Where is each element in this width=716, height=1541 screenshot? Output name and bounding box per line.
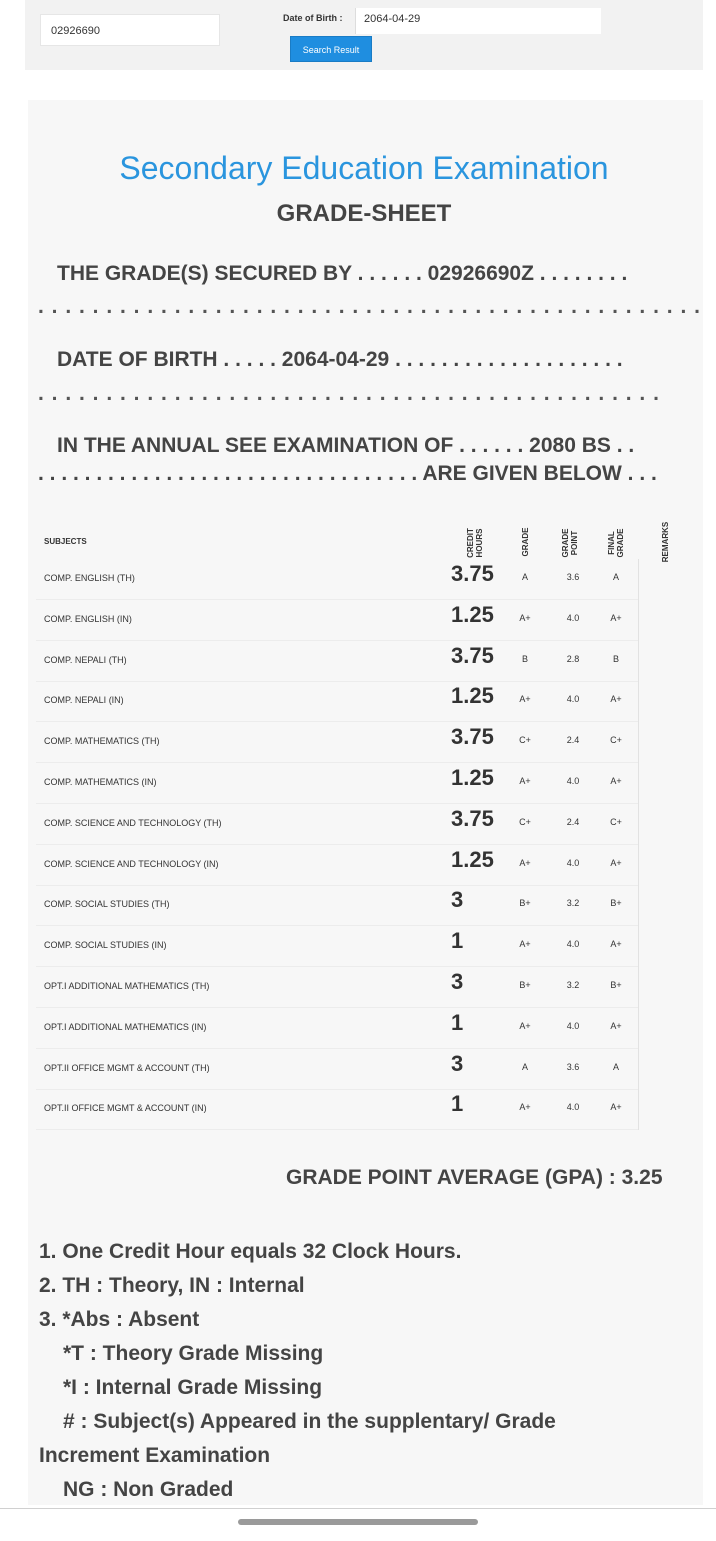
credit-hours-cell: 3.75 <box>451 724 494 750</box>
grade-point-cell: 2.8 <box>566 653 580 664</box>
credit-hours-cell: 1 <box>451 928 464 954</box>
grade-point-cell: 4.0 <box>566 612 580 623</box>
subject-cell: COMP. SOCIAL STUDIES (IN) <box>44 940 167 951</box>
subject-cell: COMP. SCIENCE AND TECHNOLOGY (TH) <box>44 817 222 828</box>
subjects-header: SUBJECTS <box>44 537 87 546</box>
credit-hours-cell: 3 <box>451 887 464 913</box>
symbol-number-value: 02926690Z <box>427 262 534 285</box>
grade-cell: A+ <box>519 1102 531 1113</box>
given-below-line <box>38 462 657 486</box>
table-row <box>36 1049 638 1090</box>
column-divider <box>638 967 639 1008</box>
credit-hours-cell: 1.25 <box>451 846 494 872</box>
final-grade-cell: B <box>612 653 619 664</box>
final-grade-cell: A+ <box>610 1102 622 1113</box>
final-grade-cell: C+ <box>610 816 622 827</box>
credit-hours-cell: 3 <box>451 969 464 994</box>
divider <box>0 1508 716 1509</box>
note-theory-missing: *T : Theory Grade Missing <box>63 1342 324 1365</box>
final-grade-cell: A+ <box>610 1020 622 1031</box>
note-credit-hour: 1. One Credit Hour equals 32 Clock Hours. <box>39 1240 462 1263</box>
table-row <box>36 722 638 763</box>
subject-cell: OPT.I ADDITIONAL MATHEMATICS (IN) <box>44 1021 207 1032</box>
credit-hours-cell: 1.25 <box>451 765 494 790</box>
column-divider <box>638 804 639 845</box>
subject-cell: COMP. SCIENCE AND TECHNOLOGY (IN) <box>44 858 219 869</box>
column-divider <box>638 641 639 682</box>
final-grade-cell: A <box>612 572 619 582</box>
note-supplementary: # : Subject(s) Appeared in the supplentary/ Grade <box>63 1410 556 1433</box>
final-grade-cell: A+ <box>610 857 622 868</box>
exam-year-value: 2080 BS <box>529 434 611 457</box>
table-row <box>36 641 638 682</box>
grade-point-cell: 4.0 <box>566 939 580 950</box>
final-grade-cell: A+ <box>610 939 622 950</box>
credit-hours-cell: 3.75 <box>451 805 494 831</box>
remarks-header: REMARKS <box>661 521 670 563</box>
exam-prefix: IN THE ANNUAL SEE EXAMINATION OF . . . . . . <box>57 434 524 457</box>
grade-point-cell: 3.6 <box>566 1061 580 1072</box>
credit-hours-cell: 1.25 <box>451 601 494 627</box>
grade-point-cell: 2.4 <box>566 735 580 746</box>
grade-point-cell: 3.2 <box>566 898 580 909</box>
search-result-button[interactable]: Search Result <box>290 36 372 62</box>
subject-cell: OPT.II OFFICE MGMT & ACCOUNT (TH) <box>44 1062 210 1073</box>
grade-header: GRADE <box>521 527 530 557</box>
subject-cell: COMP. ENGLISH (IN) <box>44 613 132 624</box>
grade-cell: A <box>521 1061 528 1072</box>
grade-point-cell: 4.0 <box>566 694 580 705</box>
grade-point-cell: 3.2 <box>566 980 580 990</box>
grade-point-header: GRADE POINT <box>561 528 579 558</box>
credit-hours-cell: 3.75 <box>451 642 494 668</box>
column-divider <box>638 1008 639 1049</box>
table-row <box>36 1089 638 1130</box>
note-th-in: 2. TH : Theory, IN : Internal <box>39 1274 305 1297</box>
grade-point-cell: 4.0 <box>566 1102 580 1113</box>
final-grade-cell: A+ <box>610 612 622 623</box>
grade-point-cell: 2.4 <box>566 816 580 827</box>
table-row <box>36 681 638 722</box>
grade-cell: B <box>521 653 528 664</box>
final-grade-cell: A <box>612 1061 619 1072</box>
table-row <box>36 600 638 641</box>
table-row <box>36 926 638 967</box>
table-row <box>36 885 638 926</box>
grade-point-cell: 4.0 <box>566 776 580 786</box>
table-row <box>36 804 638 845</box>
final-grade-header: FINAL GRADE <box>607 528 625 558</box>
credit-hours-cell: 3.75 <box>451 561 494 586</box>
note-increment: Increment Examination <box>39 1444 271 1467</box>
final-grade-cell: A+ <box>610 776 622 786</box>
column-divider <box>638 926 639 967</box>
symbol-number-input[interactable]: 02926690 <box>40 14 220 46</box>
grade-cell: A <box>521 572 528 582</box>
final-grade-cell: B+ <box>610 980 622 990</box>
credit-hours-cell: 1.25 <box>451 683 494 709</box>
column-divider <box>638 1049 639 1090</box>
given-below-text: ARE GIVEN BELOW . . . <box>422 462 657 485</box>
given-below-dots: . . . . . . . . . . . . . . . . . . . . . . . . . . . . . . . . . <box>38 462 418 485</box>
final-grade-cell: B+ <box>610 898 622 909</box>
column-divider <box>638 763 639 804</box>
credit-hours-cell: 3 <box>451 1050 464 1076</box>
grade-point-cell: 4.0 <box>566 1020 580 1031</box>
secured-by-suffix: . . . . . . . . <box>539 262 628 285</box>
note-absent: 3. *Abs : Absent <box>39 1308 200 1331</box>
table-row <box>36 1008 638 1049</box>
column-divider <box>638 1089 639 1130</box>
grade-cell: A+ <box>519 776 531 786</box>
grade-point-cell: 4.0 <box>566 857 580 868</box>
table-row <box>36 763 638 804</box>
home-indicator-bar[interactable] <box>238 1519 478 1525</box>
grade-cell: C+ <box>519 735 531 746</box>
subject-cell: COMP. MATHEMATICS (IN) <box>44 777 157 787</box>
dob-label: Date of Birth : <box>283 13 343 23</box>
gpa-summary: GRADE POINT AVERAGE (GPA) : 3.25 <box>286 1166 663 1189</box>
grade-point-cell: 3.6 <box>566 572 580 582</box>
grade-cell: A+ <box>519 939 531 950</box>
row-divider <box>36 1129 638 1130</box>
grade-cell: A+ <box>519 1020 531 1031</box>
subject-cell: COMP. NEPALI (TH) <box>44 654 127 665</box>
grade-cell: A+ <box>519 612 531 623</box>
secured-by-line <box>57 262 627 286</box>
subject-cell: OPT.I ADDITIONAL MATHEMATICS (TH) <box>44 981 210 991</box>
secured-by-prefix: THE GRADE(S) SECURED BY . . . . . . <box>57 262 422 285</box>
exam-year-line <box>57 434 634 458</box>
grade-cell: C+ <box>519 816 531 827</box>
dob-line <box>57 348 623 372</box>
column-divider <box>638 845 639 886</box>
subject-cell: COMP. NEPALI (IN) <box>44 695 124 706</box>
column-divider <box>638 885 639 926</box>
credit-hours-cell: 1 <box>451 1009 464 1035</box>
dotted-line: . . . . . . . . . . . . . . . . . . . . . . . . . . . . . . . . . . . . . . . . . . . . . . . . . <box>38 295 701 318</box>
table-row <box>36 845 638 886</box>
note-internal-missing: *I : Internal Grade Missing <box>63 1376 323 1399</box>
dob-prefix: DATE OF BIRTH . . . . . <box>57 348 276 371</box>
column-divider <box>638 722 639 763</box>
subject-cell: COMP. SOCIAL STUDIES (TH) <box>44 899 170 910</box>
subject-cell: COMP. MATHEMATICS (TH) <box>44 736 160 747</box>
credit-hours-header: CREDIT HOURS <box>466 528 484 558</box>
credit-hours-cell: 1 <box>451 1091 464 1117</box>
subject-cell: COMP. ENGLISH (TH) <box>44 573 135 583</box>
table-row <box>36 559 638 600</box>
dotted-line: . . . . . . . . . . . . . . . . . . . . . . . . . . . . . . . . . . . . . . . . . . . . . . <box>38 382 660 405</box>
dob-input[interactable]: 2064-04-29 <box>355 8 601 34</box>
column-divider <box>638 600 639 641</box>
grade-cell: B+ <box>519 980 531 990</box>
exam-suffix: . . <box>616 434 635 457</box>
dob-suffix: . . . . . . . . . . . . . . . . . . . . <box>395 348 623 371</box>
final-grade-cell: C+ <box>610 735 622 746</box>
subject-cell: OPT.II OFFICE MGMT & ACCOUNT (IN) <box>44 1103 207 1114</box>
table-row <box>36 967 638 1008</box>
column-divider <box>638 681 639 722</box>
column-divider <box>638 559 639 600</box>
exam-title: Secondary Education Examination <box>119 150 609 186</box>
grade-cell: A+ <box>519 857 531 868</box>
note-non-graded: NG : Non Graded <box>63 1478 234 1501</box>
grade-cell: B+ <box>519 898 531 909</box>
final-grade-cell: A+ <box>610 694 622 705</box>
grade-cell: A+ <box>519 694 531 705</box>
grade-sheet-heading: GRADE-SHEET <box>276 200 452 227</box>
dob-value: 2064-04-29 <box>281 348 390 371</box>
